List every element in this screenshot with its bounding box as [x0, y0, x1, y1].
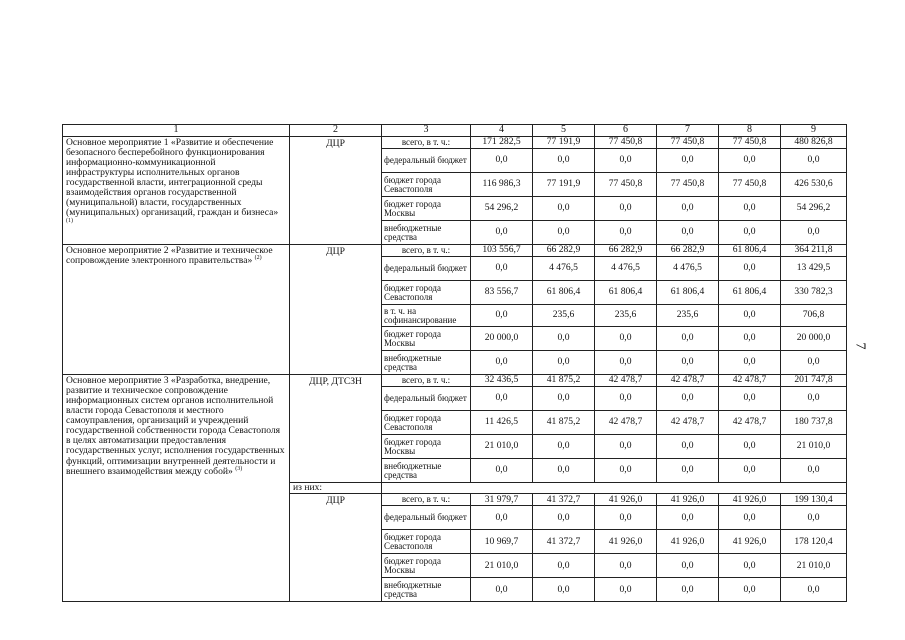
value-cell: 0,0	[657, 351, 719, 375]
value-cell: 0,0	[719, 351, 781, 375]
value-cell: 330 782,3	[781, 281, 847, 305]
funding-source: федеральный бюджет	[382, 149, 471, 173]
value-cell: 426 530,6	[781, 173, 847, 197]
value-cell: 178 120,4	[781, 530, 847, 554]
funding-source: бюджет города Севастополя	[382, 281, 471, 305]
value-cell: 0,0	[595, 197, 657, 221]
value-cell: 0,0	[719, 149, 781, 173]
column-header: 5	[533, 125, 595, 137]
value-cell: 480 826,8	[781, 137, 847, 149]
value-cell: 0,0	[781, 578, 847, 602]
value-cell: 4 476,5	[657, 257, 719, 281]
value-cell: 0,0	[595, 221, 657, 245]
value-cell: 42 478,7	[595, 375, 657, 387]
value-cell: 180 737,8	[781, 411, 847, 435]
activity-title: Основное мероприятие 1 «Развитие и обеспечение безопасного бесперебойного функционирования информационно-коммуникационной инфраструктуры исполнительных органов государственной власти, интеграционной среды взаимодействия органов государственной (муниципальной) власти, государственных (муниципальных) организаций, граждан и бизнеса»	[66, 137, 279, 219]
funding-source: внебюджетные средства	[382, 459, 471, 483]
value-cell: 0,0	[595, 459, 657, 483]
value-cell: 77 450,8	[657, 173, 719, 197]
activity-name	[63, 137, 290, 245]
value-cell: 21 010,0	[471, 554, 533, 578]
value-cell: 103 556,7	[471, 245, 533, 257]
value-cell: 41 372,7	[533, 530, 595, 554]
footnote-mark: (3)	[235, 465, 243, 472]
value-cell: 0,0	[719, 435, 781, 459]
value-cell: 41 926,0	[595, 494, 657, 506]
of-which-label: из них:	[290, 483, 382, 494]
value-cell: 41 926,0	[595, 530, 657, 554]
footnote-mark: (2)	[254, 254, 262, 261]
footnote-mark: (1)	[66, 217, 73, 224]
value-cell: 0,0	[595, 387, 657, 411]
value-cell: 0,0	[657, 327, 719, 351]
value-cell: 0,0	[595, 149, 657, 173]
activity-name	[63, 375, 290, 602]
funding-source: федеральный бюджет	[382, 257, 471, 281]
value-cell: 21 010,0	[471, 435, 533, 459]
value-cell: 54 296,2	[781, 197, 847, 221]
column-header: 6	[595, 125, 657, 137]
value-cell: 235,6	[533, 305, 595, 327]
value-cell: 77 450,8	[657, 137, 719, 149]
empty-cell	[382, 483, 847, 494]
value-cell: 0,0	[657, 578, 719, 602]
value-cell: 0,0	[657, 387, 719, 411]
funding-source: бюджет города Москвы	[382, 327, 471, 351]
value-cell: 0,0	[533, 435, 595, 459]
funding-source: внебюджетные средства	[382, 351, 471, 375]
value-cell: 0,0	[657, 506, 719, 530]
column-header: 7	[657, 125, 719, 137]
value-cell: 42 478,7	[719, 375, 781, 387]
value-cell: 0,0	[595, 327, 657, 351]
funding-source: бюджет города Москвы	[382, 554, 471, 578]
value-cell: 41 875,2	[533, 375, 595, 387]
funding-source: бюджет города Москвы	[382, 435, 471, 459]
value-cell: 171 282,5	[471, 137, 533, 149]
column-header: 9	[781, 125, 847, 137]
value-cell: 77 191,9	[533, 137, 595, 149]
value-cell: 41 926,0	[657, 530, 719, 554]
value-cell: 0,0	[719, 257, 781, 281]
page-number: 7	[852, 342, 868, 350]
value-cell: 0,0	[471, 351, 533, 375]
value-cell: 0,0	[595, 578, 657, 602]
table-row	[63, 245, 847, 257]
value-cell: 20 000,0	[781, 327, 847, 351]
funding-source: федеральный бюджет	[382, 506, 471, 530]
value-cell: 4 476,5	[533, 257, 595, 281]
value-cell: 0,0	[471, 459, 533, 483]
value-cell: 41 926,0	[657, 494, 719, 506]
header-row	[63, 125, 847, 137]
sub-executor: ДЦР	[290, 494, 382, 602]
value-cell: 0,0	[533, 506, 595, 530]
value-cell: 77 450,8	[719, 173, 781, 197]
value-cell: 61 806,4	[595, 281, 657, 305]
value-cell: 0,0	[471, 387, 533, 411]
value-cell: 235,6	[657, 305, 719, 327]
value-cell: 61 806,4	[719, 245, 781, 257]
value-cell: 0,0	[657, 459, 719, 483]
value-cell: 0,0	[657, 435, 719, 459]
funding-source: бюджет города Москвы	[382, 197, 471, 221]
value-cell: 0,0	[533, 459, 595, 483]
value-cell: 0,0	[781, 149, 847, 173]
value-cell: 0,0	[471, 149, 533, 173]
value-cell: 0,0	[657, 149, 719, 173]
funding-source: внебюджетные средства	[382, 221, 471, 245]
executor: ДЦР	[290, 137, 382, 245]
value-cell: 0,0	[471, 221, 533, 245]
value-cell: 0,0	[719, 506, 781, 530]
value-cell: 77 191,9	[533, 173, 595, 197]
value-cell: 199 130,4	[781, 494, 847, 506]
funding-source: в т. ч. на софинансирование	[382, 305, 471, 327]
value-cell: 0,0	[657, 554, 719, 578]
activity-name	[63, 245, 290, 375]
value-cell: 0,0	[657, 221, 719, 245]
value-cell: 0,0	[471, 305, 533, 327]
column-header: 8	[719, 125, 781, 137]
value-cell: 0,0	[719, 459, 781, 483]
value-cell: 42 478,7	[657, 375, 719, 387]
column-header: 3	[382, 125, 471, 137]
value-cell: 0,0	[595, 554, 657, 578]
value-cell: 0,0	[781, 459, 847, 483]
value-cell: 0,0	[471, 578, 533, 602]
value-cell: 0,0	[595, 506, 657, 530]
value-cell: 0,0	[471, 506, 533, 530]
value-cell: 0,0	[595, 351, 657, 375]
activity-title: Основное мероприятие 3 «Разработка, внедрение, развитие и техническое сопровождение информационных систем органов исполнительной власти города Севастополя и местного самоуправления, организаций и учреждений государственной собственности города Севастополя в целях автоматизации предоставления государственных услуг, исполнения государственных функций, оптимизации внутренней деятельности и внешнего взаимодействия между собой»	[66, 375, 285, 477]
value-cell: 21 010,0	[781, 435, 847, 459]
value-cell: 0,0	[533, 149, 595, 173]
value-cell: 41 875,2	[533, 411, 595, 435]
value-cell: 61 806,4	[533, 281, 595, 305]
funding-source: бюджет города Севастополя	[382, 530, 471, 554]
value-cell: 0,0	[719, 578, 781, 602]
value-cell: 0,0	[533, 578, 595, 602]
value-cell: 61 806,4	[657, 281, 719, 305]
value-cell: 0,0	[781, 506, 847, 530]
value-cell: 54 296,2	[471, 197, 533, 221]
funding-source: федеральный бюджет	[382, 387, 471, 411]
value-cell: 32 436,5	[471, 375, 533, 387]
value-cell: 31 979,7	[471, 494, 533, 506]
value-cell: 61 806,4	[719, 281, 781, 305]
value-cell: 0,0	[719, 327, 781, 351]
value-cell: 11 426,5	[471, 411, 533, 435]
value-cell: 0,0	[533, 197, 595, 221]
value-cell: 77 450,8	[719, 137, 781, 149]
funding-source: бюджет города Севастополя	[382, 173, 471, 197]
value-cell: 42 478,7	[719, 411, 781, 435]
value-cell: 13 429,5	[781, 257, 847, 281]
table-row	[63, 137, 847, 149]
value-cell: 116 986,3	[471, 173, 533, 197]
value-cell: 0,0	[719, 221, 781, 245]
value-cell: 0,0	[533, 221, 595, 245]
value-cell: 42 478,7	[657, 411, 719, 435]
value-cell: 10 969,7	[471, 530, 533, 554]
value-cell: 0,0	[781, 221, 847, 245]
value-cell: 77 450,8	[595, 137, 657, 149]
value-cell: 364 211,8	[781, 245, 847, 257]
value-cell: 0,0	[657, 197, 719, 221]
budget-table	[62, 124, 847, 602]
executor: ДЦР	[290, 245, 382, 375]
table-row	[63, 375, 847, 387]
value-cell: 0,0	[719, 197, 781, 221]
funding-source: всего, в т. ч.:	[382, 375, 471, 387]
value-cell: 83 556,7	[471, 281, 533, 305]
value-cell: 66 282,9	[533, 245, 595, 257]
value-cell: 0,0	[781, 387, 847, 411]
value-cell: 0,0	[533, 351, 595, 375]
value-cell: 0,0	[533, 387, 595, 411]
funding-source: всего, в т. ч.:	[382, 245, 471, 257]
funding-source: всего, в т. ч.:	[382, 137, 471, 149]
value-cell: 0,0	[595, 435, 657, 459]
column-header: 1	[63, 125, 290, 137]
value-cell: 235,6	[595, 305, 657, 327]
value-cell: 0,0	[533, 554, 595, 578]
value-cell: 66 282,9	[595, 245, 657, 257]
value-cell: 41 926,0	[719, 530, 781, 554]
value-cell: 0,0	[719, 387, 781, 411]
value-cell: 4 476,5	[595, 257, 657, 281]
column-header: 2	[290, 125, 382, 137]
value-cell: 41 926,0	[719, 494, 781, 506]
column-header: 4	[471, 125, 533, 137]
funding-source: бюджет города Севастополя	[382, 411, 471, 435]
value-cell: 0,0	[719, 305, 781, 327]
table-body	[63, 125, 847, 602]
value-cell: 41 372,7	[533, 494, 595, 506]
value-cell: 21 010,0	[781, 554, 847, 578]
value-cell: 0,0	[533, 327, 595, 351]
executor: ДЦР, ДТСЗН	[290, 375, 382, 483]
value-cell: 20 000,0	[471, 327, 533, 351]
value-cell: 42 478,7	[595, 411, 657, 435]
funding-source: внебюджетные средства	[382, 578, 471, 602]
value-cell: 201 747,8	[781, 375, 847, 387]
value-cell: 66 282,9	[657, 245, 719, 257]
value-cell: 706,8	[781, 305, 847, 327]
value-cell: 0,0	[781, 351, 847, 375]
value-cell: 77 450,8	[595, 173, 657, 197]
activity-title: Основное мероприятие 2 «Развитие и техническое сопровождение электронного правительства»	[66, 245, 273, 267]
value-cell: 0,0	[471, 257, 533, 281]
funding-source: всего, в т. ч.:	[382, 494, 471, 506]
value-cell: 0,0	[719, 554, 781, 578]
